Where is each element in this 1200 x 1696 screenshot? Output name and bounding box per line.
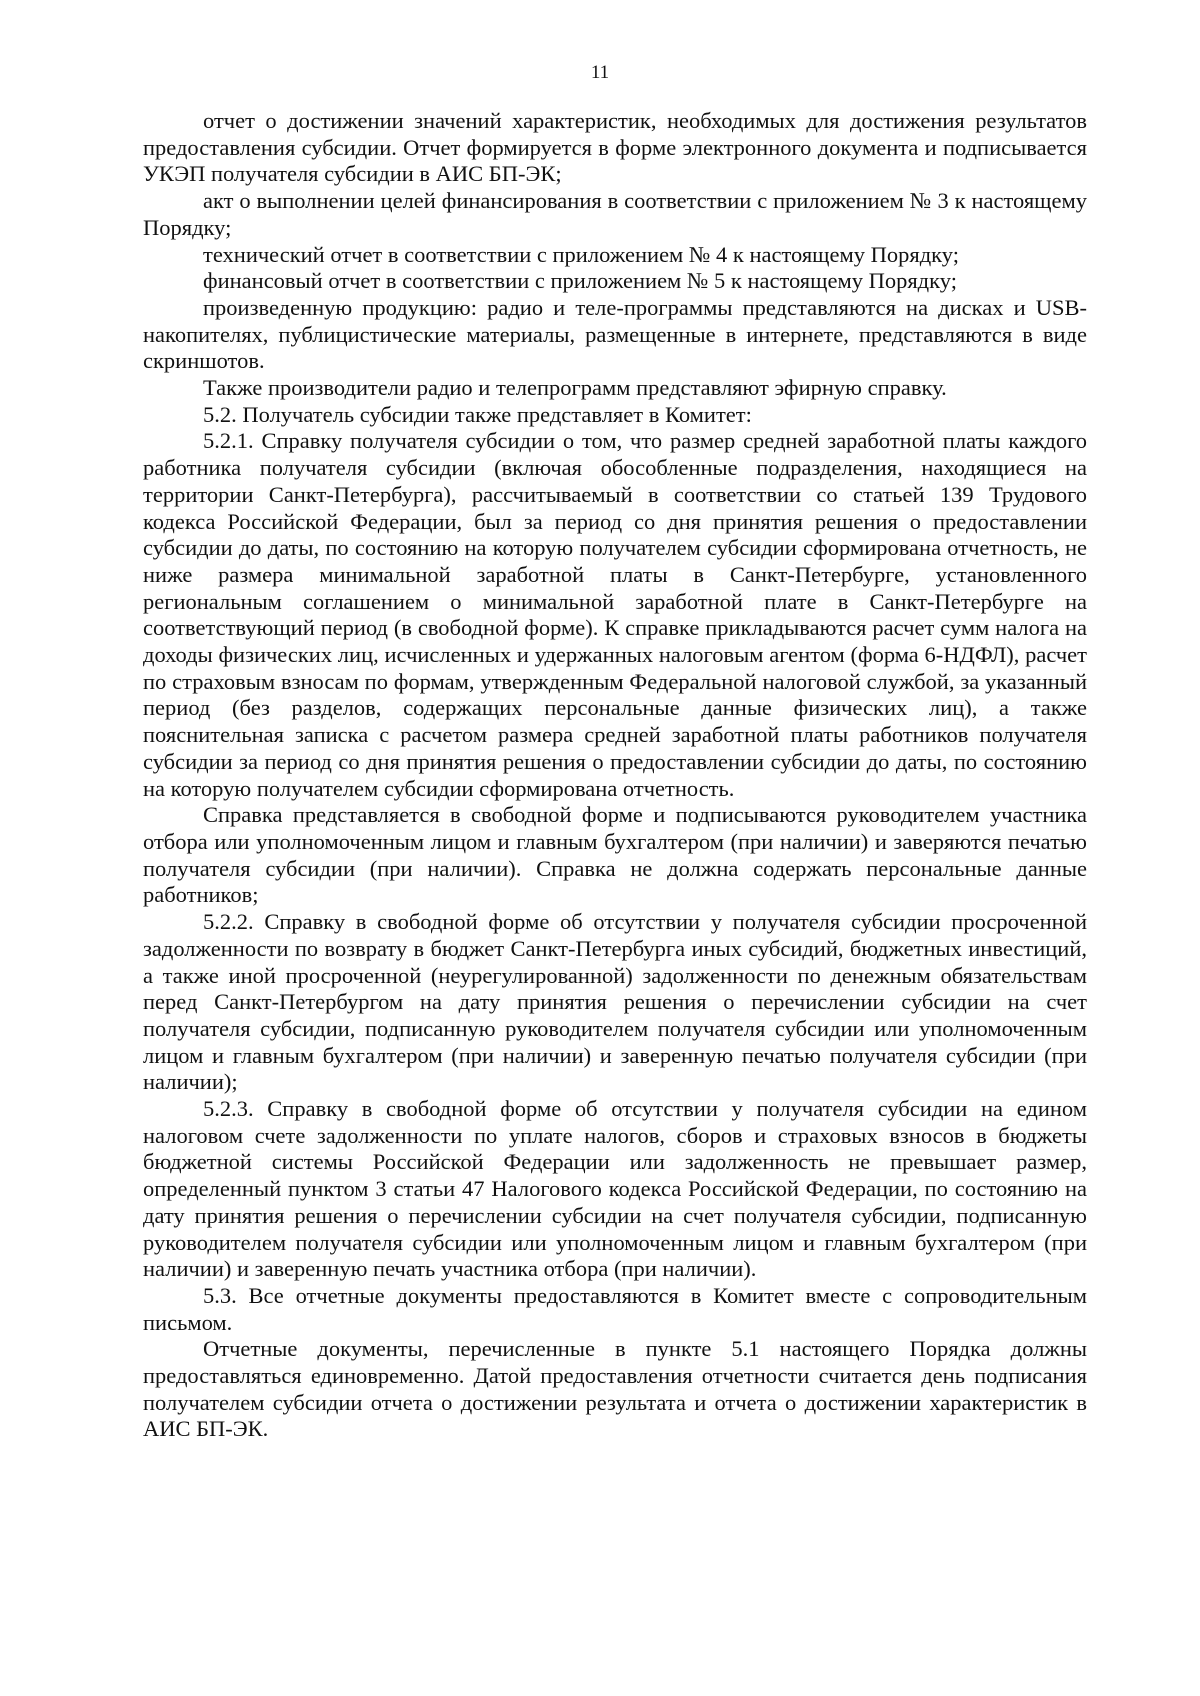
paragraph-financial-report: финансовый отчет в соответствии с приложением № 5 к настоящему Порядку; <box>203 268 957 294</box>
paragraph-section-5-2: 5.2. Получатель субсидии также представляет в Комитет: <box>203 401 752 427</box>
paragraph-broadcast-certificate: Также производители радио и телепрограмм представляют эфирную справку. <box>203 375 947 401</box>
paragraph-section-5-2-1: 5.2.1. Справку получателя субсидии о том, что размер средней заработной платы каждого работника получателя субсидии (включая обособленные подразделения, находящиеся на территории Санкт-Петербурга), рассчитываемый в соответствии со статьей 139 Трудового кодекса Российской Федерации, был за период со дня принятия решения о предоставлении субсидии до даты, по состоянию на которую получателем субсидии сформирована отчетность, не ниже размера минимальной заработной платы в Санкт-Петербурге, установленного региональным соглашением о минимальной заработной плате в Санкт-Петербурге на соответствующий период (в свободной форме). К справке прикладываются расчет сумм налога на доходы физических лиц, исчисленных и удержанных налоговым агентом (форма 6-НДФЛ), расчет по страховым взносам по формам, утвержденным Федеральной налоговой службой, за указанный период (без разделов, содержащих персональные данные физических лиц), а также пояснительная записка с расчетом размера средней заработной платы работников получателя субсидии за период со дня принятия решения о предоставлении субсидии до даты, по состоянию на которую получателем субсидии сформирована отчетность. <box>143 428 1087 801</box>
document-body <box>143 108 1087 1443</box>
paragraph-technical-report: технический отчет в соответствии с приложением № 4 к настоящему Порядку; <box>203 241 959 267</box>
paragraph-certificate-form: Справка представляется в свободной форме и подписываются руководителем участника отбора или уполномоченным лицом и главным бухгалтером (при наличии) и заверяются печатью получателя субсидии (при наличии). Справка не должна содержать персональные данные работников; <box>143 802 1087 908</box>
paragraph-section-5-3: 5.3. Все отчетные документы предоставляются в Комитет вместе с сопроводительным письмом. <box>143 1282 1087 1335</box>
paragraph-reporting-documents: Отчетные документы, перечисленные в пункте 5.1 настоящего Порядка должны предоставляться единовременно. Датой предоставления отчетности считается день подписания получателем субсидии отчета о достижении результата и отчета о достижении характеристик в АИС БП-ЭК. <box>143 1336 1087 1442</box>
paragraph-report-characteristics: отчет о достижении значений характеристик, необходимых для достижения результатов предоставления субсидии. Отчет формируется в форме электронного документа и подписывается УКЭП получателя субсидии в АИС БП-ЭК; <box>143 108 1087 187</box>
paragraph-produced-product: произведенную продукцию: радио и теле-программы представляются на дисках и USB-накопителях, публицистические материалы, размещенные в интернете, представляются в виде скриншотов. <box>143 294 1087 374</box>
paragraph-act-of-completion: акт о выполнении целей финансирования в соответствии с приложением № 3 к настоящему Порядку; <box>143 188 1087 240</box>
paragraph-section-5-2-3: 5.2.3. Справку в свободной форме об отсутствии у получателя субсидии на едином налоговом счете задолженности по уплате налогов, сборов и страховых взносов в бюджеты бюджетной системы Российской Федерации или задолженность не превышает размер, определенный пунктом 3 статьи 47 Налогового кодекса Российской Федерации, по состоянию на дату принятия решения о перечислении субсидии на счет получателя субсидии, подписанную руководителем получателя субсидии или уполномоченным лицом и главным бухгалтером (при наличии) и заверенную печать участника отбора (при наличии). <box>143 1096 1087 1282</box>
page-number: 11 <box>590 62 610 83</box>
paragraph-section-5-2-2: 5.2.2. Справку в свободной форме об отсутствии у получателя субсидии просроченной задолженности по возврату в бюджет Санкт-Петербурга иных субсидий, бюджетных инвестиций, а также иной просроченной (неурегулированной) задолженности по денежным обязательствам перед Санкт-Петербургом на дату принятия решения о перечислении субсидии на счет получателя субсидии, подписанную руководителем получателя субсидии или уполномоченным лицом и главным бухгалтером (при наличии) и заверенную печатью получателя субсидии (при наличии); <box>143 909 1087 1095</box>
